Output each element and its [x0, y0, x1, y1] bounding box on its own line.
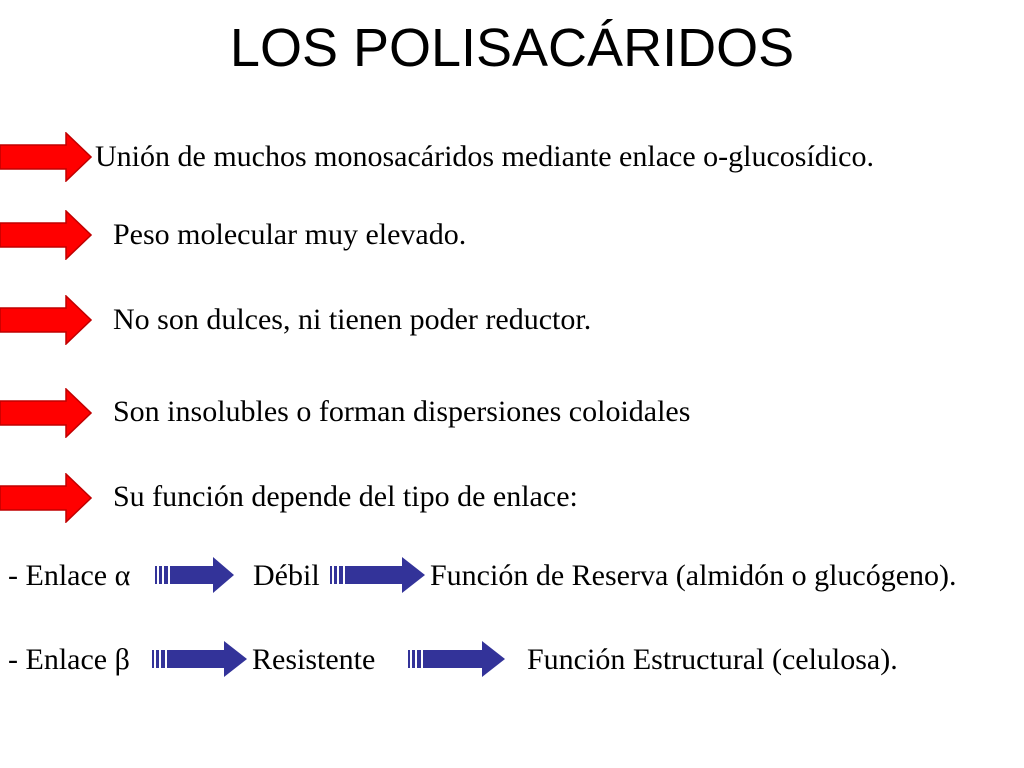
- bond-alpha-label: - Enlace α: [8, 559, 131, 592]
- slide-title: LOS POLISACÁRIDOS: [229, 18, 795, 78]
- red-arrow-icon: [0, 473, 92, 523]
- bond-alpha-function: Función de Reserva (almidón o glucógeno).: [430, 559, 957, 592]
- blue-striped-arrow-icon: [408, 640, 506, 678]
- bond-alpha-strength: Débil: [253, 559, 320, 592]
- point-text-3: No son dulces, ni tienen poder reductor.: [113, 303, 592, 336]
- point-text-4: Son insolubles o forman dispersiones coloidales: [113, 395, 691, 428]
- point-text-2: Peso molecular muy elevado.: [113, 218, 467, 251]
- blue-striped-arrow-icon: [155, 556, 235, 594]
- point-text-5: Su función depende del tipo de enlace:: [113, 480, 578, 513]
- red-arrow-icon: [0, 388, 92, 438]
- bond-beta-strength: Resistente: [252, 643, 376, 676]
- blue-striped-arrow-icon: [330, 556, 426, 594]
- bond-beta-label: - Enlace β: [8, 643, 130, 676]
- point-text-1: Unión de muchos monosacáridos mediante enlace o-glucosídico.: [95, 140, 874, 173]
- bond-beta-function: Función Estructural (celulosa).: [527, 643, 898, 676]
- blue-striped-arrow-icon: [152, 640, 248, 678]
- red-arrow-icon: [0, 210, 92, 260]
- red-arrow-icon: [0, 295, 92, 345]
- red-arrow-icon: [0, 132, 92, 182]
